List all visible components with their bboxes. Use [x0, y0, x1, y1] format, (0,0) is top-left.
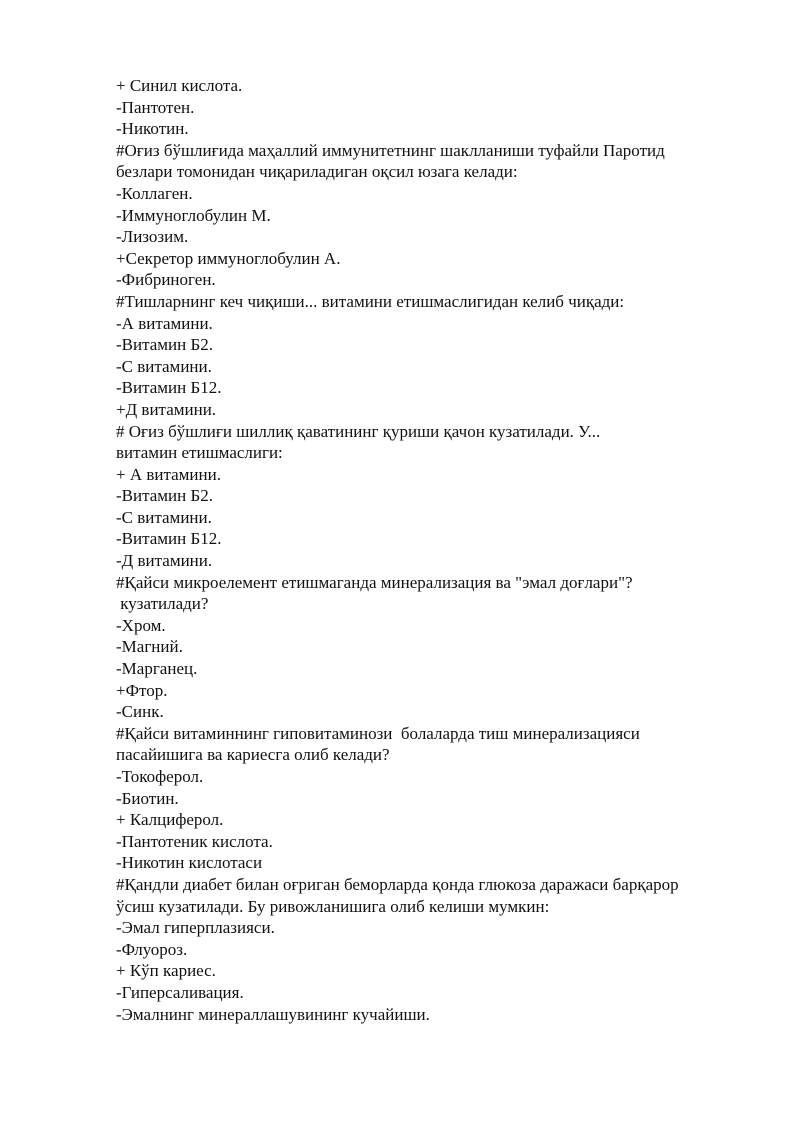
question-text: витамин етишмаслиги:	[116, 443, 283, 463]
answer-option: -Никотин.	[116, 119, 189, 139]
answer-option: -Фибриноген.	[116, 270, 216, 290]
question-text: #Қайси микроелемент етишмаганда минерализация ва "эмал доғлари"?	[116, 572, 633, 592]
question-text: #Қайси витаминнинг гиповитаминози болаларда тиш минерализацияси	[116, 723, 640, 743]
answer-option: -Пантотен.	[116, 97, 195, 117]
answer-option: -Лизозим.	[116, 227, 189, 247]
answer-option: + А витамини.	[116, 464, 221, 484]
answer-option: -Магний.	[116, 637, 183, 657]
answer-option: + Калциферол.	[116, 810, 224, 830]
question-text: безлари томонидан чиқариладиган оқсил юзага келади:	[116, 162, 518, 182]
answer-option: -Никотин кислотаси	[116, 853, 263, 873]
answer-option: -Биотин.	[116, 788, 179, 808]
answer-option: + Кўп кариес.	[116, 961, 216, 981]
answer-option: -Синк.	[116, 702, 164, 722]
answer-option: -А витамини.	[116, 313, 213, 333]
answer-option: -Марганец.	[116, 659, 198, 679]
question-text: #Тишларнинг кеч чиқиши... витамини етишмаслигидан келиб чиқади:	[116, 291, 625, 311]
answer-option: -Хром.	[116, 615, 166, 635]
question-text: # Оғиз бўшлиғи шиллиқ қаватининг қуриши қачон кузатилади. У...	[116, 421, 601, 441]
question-text: ўсиш кузатилади. Бу ривожланишига олиб келиши мумкин:	[116, 896, 550, 916]
answer-option: +Фтор.	[116, 680, 168, 700]
answer-option: + Синил кислота.	[116, 76, 243, 95]
answer-option: -С витамини.	[116, 507, 212, 527]
answer-option: -Витамин Б12.	[116, 529, 222, 549]
answer-option: -Иммуноглобулин М.	[116, 205, 271, 225]
answer-option: -Д витамини.	[116, 551, 213, 571]
answer-option: -Гиперсаливация.	[116, 982, 244, 1002]
answer-option: -С витамини.	[116, 356, 212, 376]
answer-option: +Д витамини.	[116, 399, 217, 419]
answer-option: -Коллаген.	[116, 183, 193, 203]
answer-option: -Витамин Б2.	[116, 486, 213, 506]
answer-option: -Эмалнинг минераллашувининг кучайиши.	[116, 1004, 430, 1024]
question-text: кузатилади?	[116, 594, 209, 614]
question-text: #Қандли диабет билан оғриган беморларда қонда глюкоза даражаси барқарор	[116, 874, 679, 894]
answer-option: +Секретор иммуноглобулин А.	[116, 248, 341, 268]
question-text: #Оғиз бўшлиғида маҳаллий иммунитетнинг шаклланиши туфайли Паротид	[116, 140, 665, 160]
answer-option: -Флуороз.	[116, 939, 188, 959]
answer-option: -Токоферол.	[116, 767, 204, 786]
document-page	[116, 75, 776, 1025]
answer-option: -Витамин Б12.	[116, 378, 222, 398]
answer-option: -Эмал гиперплазияси.	[116, 918, 275, 938]
question-text: пасайишига ва кариесга олиб келади?	[116, 745, 390, 765]
answer-option: -Витамин Б2.	[116, 335, 213, 355]
answer-option: -Пантотеник кислота.	[116, 831, 273, 851]
